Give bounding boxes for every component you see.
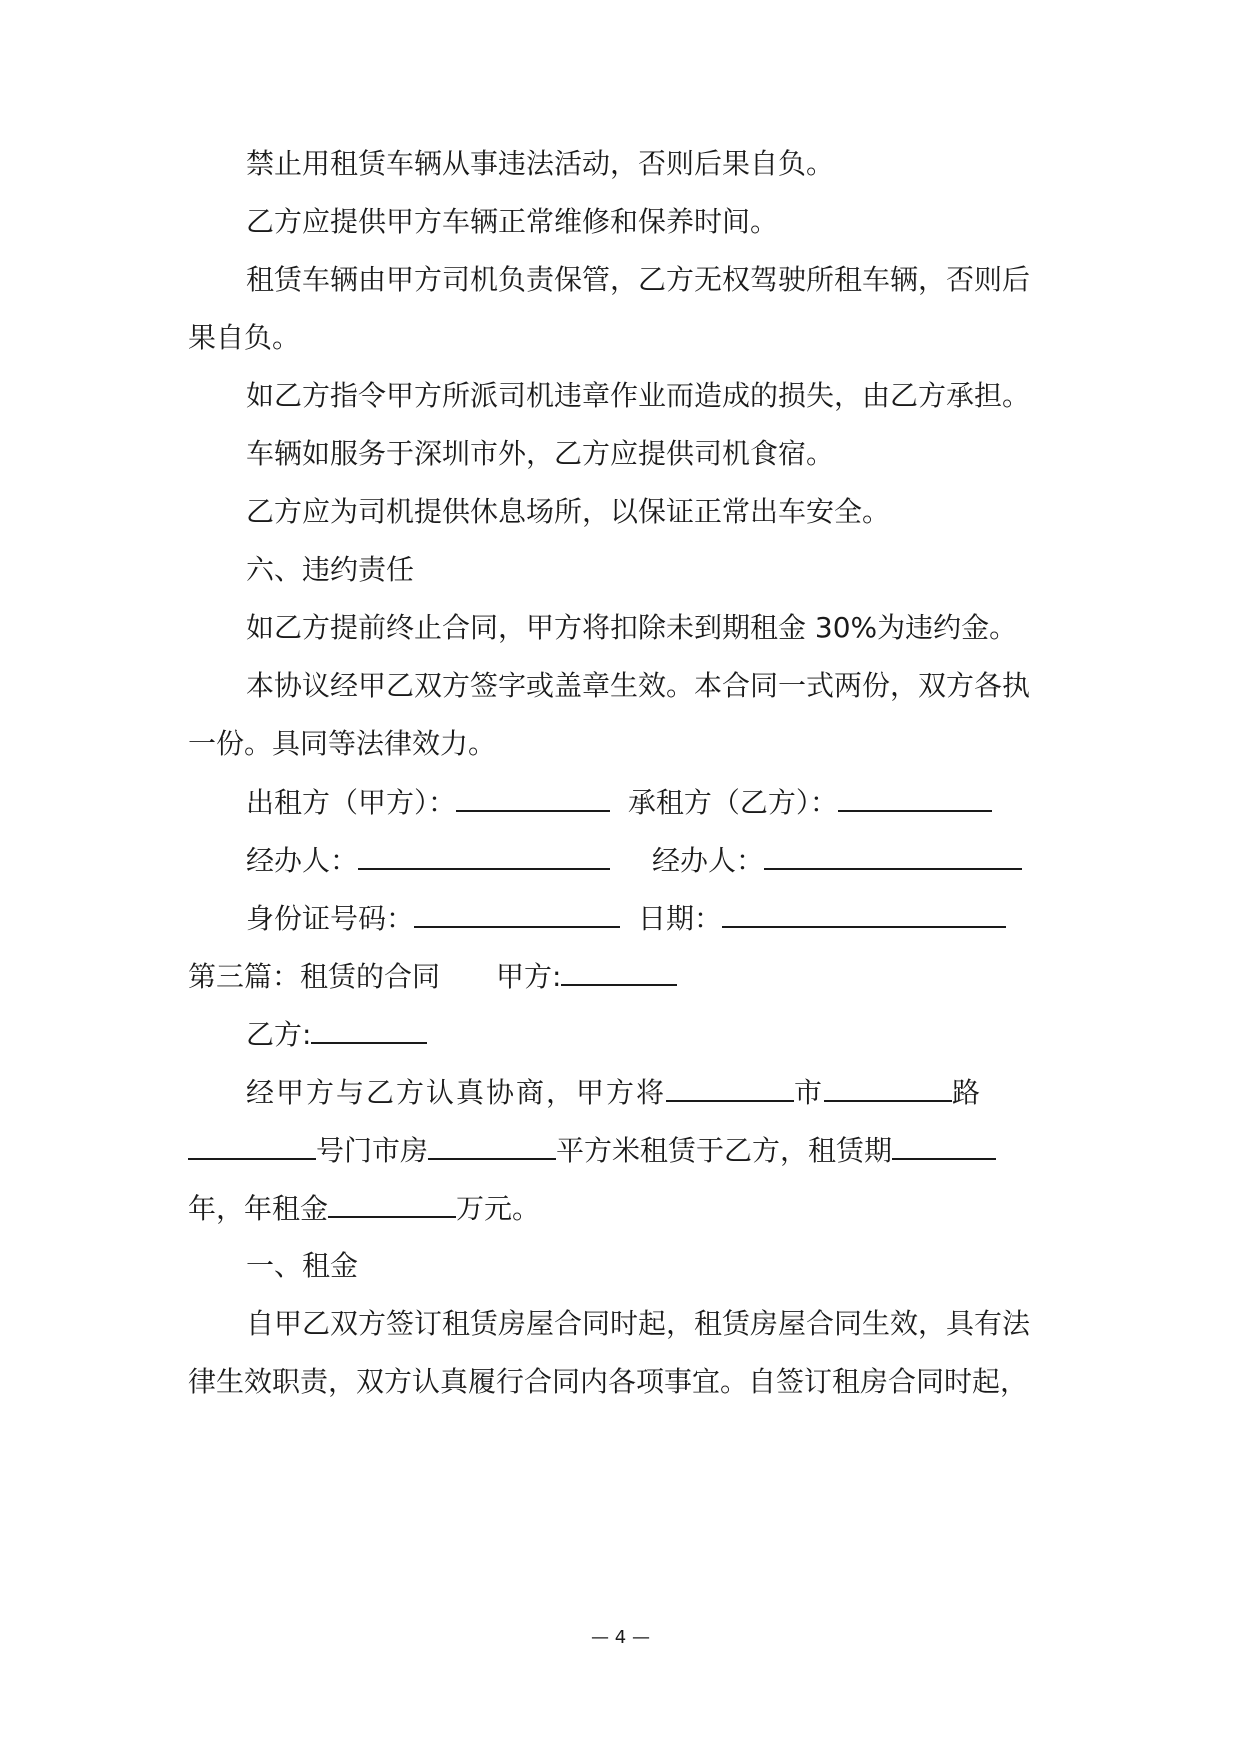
paragraph-line: 本协议经甲乙双方签字或盖章生效。本合同一式两份，双方各执 xyxy=(246,669,1031,702)
party-b-blank xyxy=(311,1014,427,1044)
part-title: 第三篇：租赁的合同 xyxy=(188,960,441,993)
paragraph-line xyxy=(246,1072,1146,1113)
paragraph-line: 律生效职责，双方认真履行合同内各项事宜。自签订租房合同时起， xyxy=(188,1365,1029,1398)
party-row xyxy=(246,1014,1146,1055)
signature-row xyxy=(246,782,1146,823)
fill-blank xyxy=(188,1130,316,1160)
lessee-blank xyxy=(838,782,992,812)
agent-blank xyxy=(358,840,610,870)
id-number-label: 身份证号码： xyxy=(246,902,415,935)
lessor-blank xyxy=(456,782,610,812)
text-run: 平方米租赁于乙方，租赁期 xyxy=(556,1134,893,1167)
paragraph-line: 如乙方指令甲方所派司机违章作业而造成的损失，由乙方承担。 xyxy=(246,379,1031,412)
text-run: 路 xyxy=(952,1076,983,1109)
fill-blank xyxy=(892,1130,996,1160)
date-blank xyxy=(722,898,1006,928)
party-a-label: 甲方: xyxy=(496,960,562,993)
page-number: — 4 — xyxy=(591,1627,650,1648)
fill-blank xyxy=(328,1188,456,1218)
text-run: 经甲方与乙方认真协商，甲方将 xyxy=(246,1076,667,1109)
signature-row xyxy=(246,898,1146,939)
party-a-blank xyxy=(561,956,677,986)
agent-blank xyxy=(764,840,1022,870)
paragraph-line xyxy=(188,1188,1088,1229)
signature-row xyxy=(246,840,1146,881)
fill-blank xyxy=(824,1072,952,1102)
section-heading: 六、违约责任 xyxy=(246,553,415,586)
text-run: 市 xyxy=(794,1076,825,1109)
text-run: 年，年租金 xyxy=(188,1192,329,1225)
lessee-label: 承租方（乙方）： xyxy=(627,786,838,819)
date-label: 日期： xyxy=(638,902,723,935)
paragraph-line: 一份。具同等法律效力。 xyxy=(188,727,497,760)
agent-label: 经办人： xyxy=(246,844,359,877)
id-number-blank xyxy=(414,898,620,928)
paragraph-line: 自甲乙双方签订租赁房屋合同时起，租赁房屋合同生效，具有法 xyxy=(246,1307,1031,1340)
paragraph-line: 租赁车辆由甲方司机负责保管，乙方无权驾驶所租车辆，否则后 xyxy=(246,263,1031,296)
paragraph-line: 车辆如服务于深圳市外，乙方应提供司机食宿。 xyxy=(246,437,835,470)
agent-label: 经办人： xyxy=(652,844,765,877)
section-heading: 一、租金 xyxy=(246,1249,359,1282)
fill-blank xyxy=(666,1072,794,1102)
paragraph-line: 乙方应提供甲方车辆正常维修和保养时间。 xyxy=(246,205,779,238)
paragraph-line: 如乙方提前终止合同，甲方将扣除未到期租金 30%为违约金。 xyxy=(246,611,1018,644)
lessor-label: 出租方（甲方）： xyxy=(246,786,457,819)
text-run: 万元。 xyxy=(456,1192,541,1225)
party-b-label: 乙方: xyxy=(246,1018,312,1051)
text-run: 号门市房 xyxy=(316,1134,429,1167)
paragraph-line: 禁止用租赁车辆从事违法活动，否则后果自负。 xyxy=(246,147,835,180)
paragraph-line xyxy=(188,1130,1088,1171)
paragraph-line: 果自负。 xyxy=(188,321,301,354)
paragraph-line: 乙方应为司机提供休息场所，以保证正常出车安全。 xyxy=(246,495,891,528)
fill-blank xyxy=(428,1130,556,1160)
part-title-row xyxy=(188,956,1088,997)
